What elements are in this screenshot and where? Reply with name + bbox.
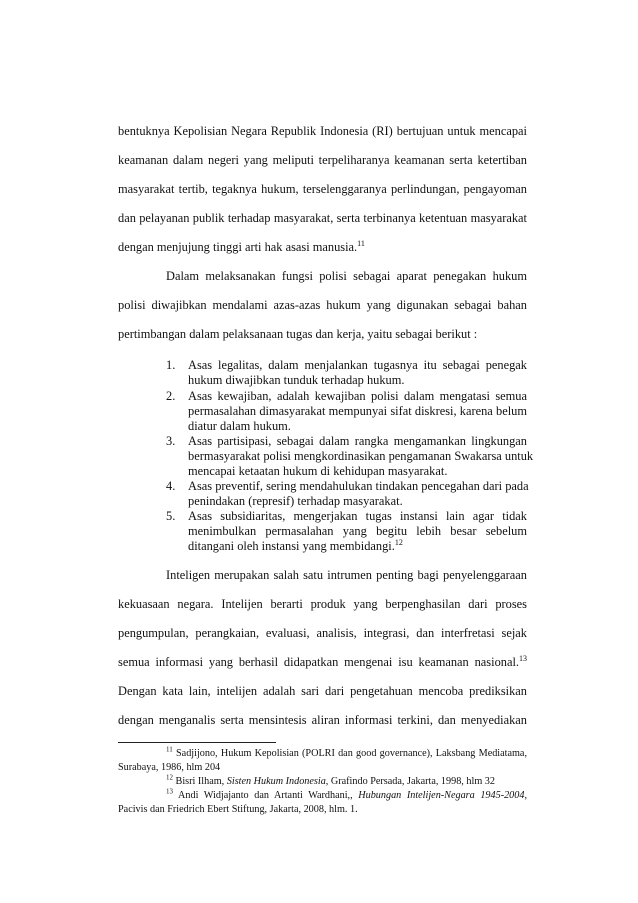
paragraph-3-line: pengumpulan, perangkaian, evaluasi, analisis, integrasi, dan interfretasi sejak (118, 626, 527, 640)
paragraph-3-line: kekuasaan negara. Intelijen berarti produk yang berpenghasilan dari proses (118, 597, 527, 611)
paragraph-3-line-with-ref (118, 655, 527, 670)
paragraph-2-line: pertimbangan dalam pelaksanaan tugas dan kerja, yaitu sebagai berikut : (118, 327, 478, 341)
footnote-separator (118, 742, 276, 743)
list-item-line: diatur dalam hukum. (188, 419, 291, 433)
list-item-text: ditangani oleh instansi yang membidangi. (188, 539, 395, 553)
list-item-line: mencapai ketaatan hukum di kehidupan masyarakat. (188, 464, 448, 478)
footnote-author: Andi Widjajanto dan Artanti Wardhani,, (178, 790, 353, 801)
list-item-number: 5. (166, 509, 176, 523)
list-item-line: permasalahan dimasyarakat mempunyai sifat diskresi, karena belum (188, 404, 527, 418)
list-item-line: Asas legalitas, dalam menjalankan tugasnya itu sebagai penegak (188, 358, 527, 372)
footnote-13 (166, 787, 528, 801)
paragraph-2-line: Dalam melaksanakan fungsi polisi sebagai aparat penegakan hukum (166, 269, 527, 283)
list-item-last-line (188, 539, 527, 554)
paragraph-1-text: dengan menjujung tinggi arti hak asasi manusia. (118, 240, 358, 254)
list-item-line: hukum diwajibkan tunduk terhadap hukum. (188, 373, 405, 387)
footnote-publisher: , Grafindo Persada, Jakarta, 1998, hlm 32 (325, 776, 495, 787)
paragraph-3-line: dengan menganalis serta mensintesis aliran informasi terkini, dan menyediakan (118, 713, 527, 727)
footnote-number: 13 (166, 787, 173, 796)
list-item-line: penindakan (represif) terhadap masyarakat. (188, 494, 403, 508)
paragraph-3-line: Dengan kata lain, intelijen adalah sari dari pengetahuan mencoba prediksikan (118, 684, 527, 698)
paragraph-1-line: keamanan dalam negeri yang meliputi terpeliharanya keamanan serta ketertiban (118, 153, 527, 167)
paragraph-1-last-line (118, 240, 527, 255)
paragraph-1-line: bentuknya Kepolisian Negara Republik Indonesia (RI) bertujuan untuk mencapai (118, 124, 527, 138)
list-item-number: 4. (166, 479, 176, 493)
list-item-line: Asas partisipasi, sebagai dalam rangka mengamankan lingkungan (188, 434, 527, 448)
footnote-punct: , (524, 790, 528, 801)
footnote-ref-11: 11 (357, 238, 365, 248)
list-item-number: 2. (166, 389, 176, 403)
paragraph-3-text: semua informasi yang berhasil didapatkan mengenai isu keamanan nasional. (118, 655, 519, 669)
footnote-number: 11 (166, 745, 173, 754)
footnote-11 (166, 745, 528, 759)
footnote-13-continued: Pacivis dan Friedrich Ebert Stiftung, Jakarta, 2008, hlm. 1. (118, 804, 358, 815)
list-item-line: bermasyarakat polisi mengkordinasikan pengamanan Swakarsa untuk (188, 449, 534, 463)
paragraph-1-line: dan pelayanan publik terhadap masyarakat, serta terbinanya ketentuan masyarakat (118, 211, 527, 225)
list-item-number: 1. (166, 358, 176, 372)
paragraph-3-line: Inteligen merupakan salah satu intrumen penting bagi penyelenggaraan (166, 568, 527, 582)
list-item-line: Asas kewajiban, adalah kewajiban polisi dalam mengatasi semua (188, 389, 527, 403)
footnote-book-title: Hubungan Intelijen-Negara 1945-2004 (358, 790, 525, 801)
list-item-line: Asas preventif, sering mendahulukan tindakan pencegahan dari pada (188, 479, 529, 493)
footnote-11-continued: Surabaya, 1986, hlm 204 (118, 762, 221, 773)
footnote-text: Sadjijono, Hukum Kepolisian (POLRI dan good governance), Laksbang Mediatama, (176, 748, 528, 759)
list-item-line: menimbulkan permasalahan yang begitu lebih besar sebelum (188, 524, 527, 538)
paragraph-1-line: masyarakat tertib, tegaknya hukum, terselenggaranya perlindungan, pengayoman (118, 182, 527, 196)
footnote-book-title: Sisten Hukum Indonesia (226, 776, 326, 787)
footnote-number: 12 (166, 773, 173, 782)
footnote-author: Bisri Ilham, (175, 776, 225, 787)
list-item-number: 3. (166, 434, 176, 448)
footnote-12 (166, 773, 527, 787)
footnote-ref-13: 13 (519, 653, 527, 663)
paragraph-2-line: polisi diwajibkan mendalami azas-azas hukum yang digunakan sebagai bahan (118, 298, 527, 312)
footnote-ref-12: 12 (394, 537, 403, 547)
list-item-line: Asas subsidiaritas, mengerjakan tugas instansi lain agar tidak (188, 509, 527, 523)
